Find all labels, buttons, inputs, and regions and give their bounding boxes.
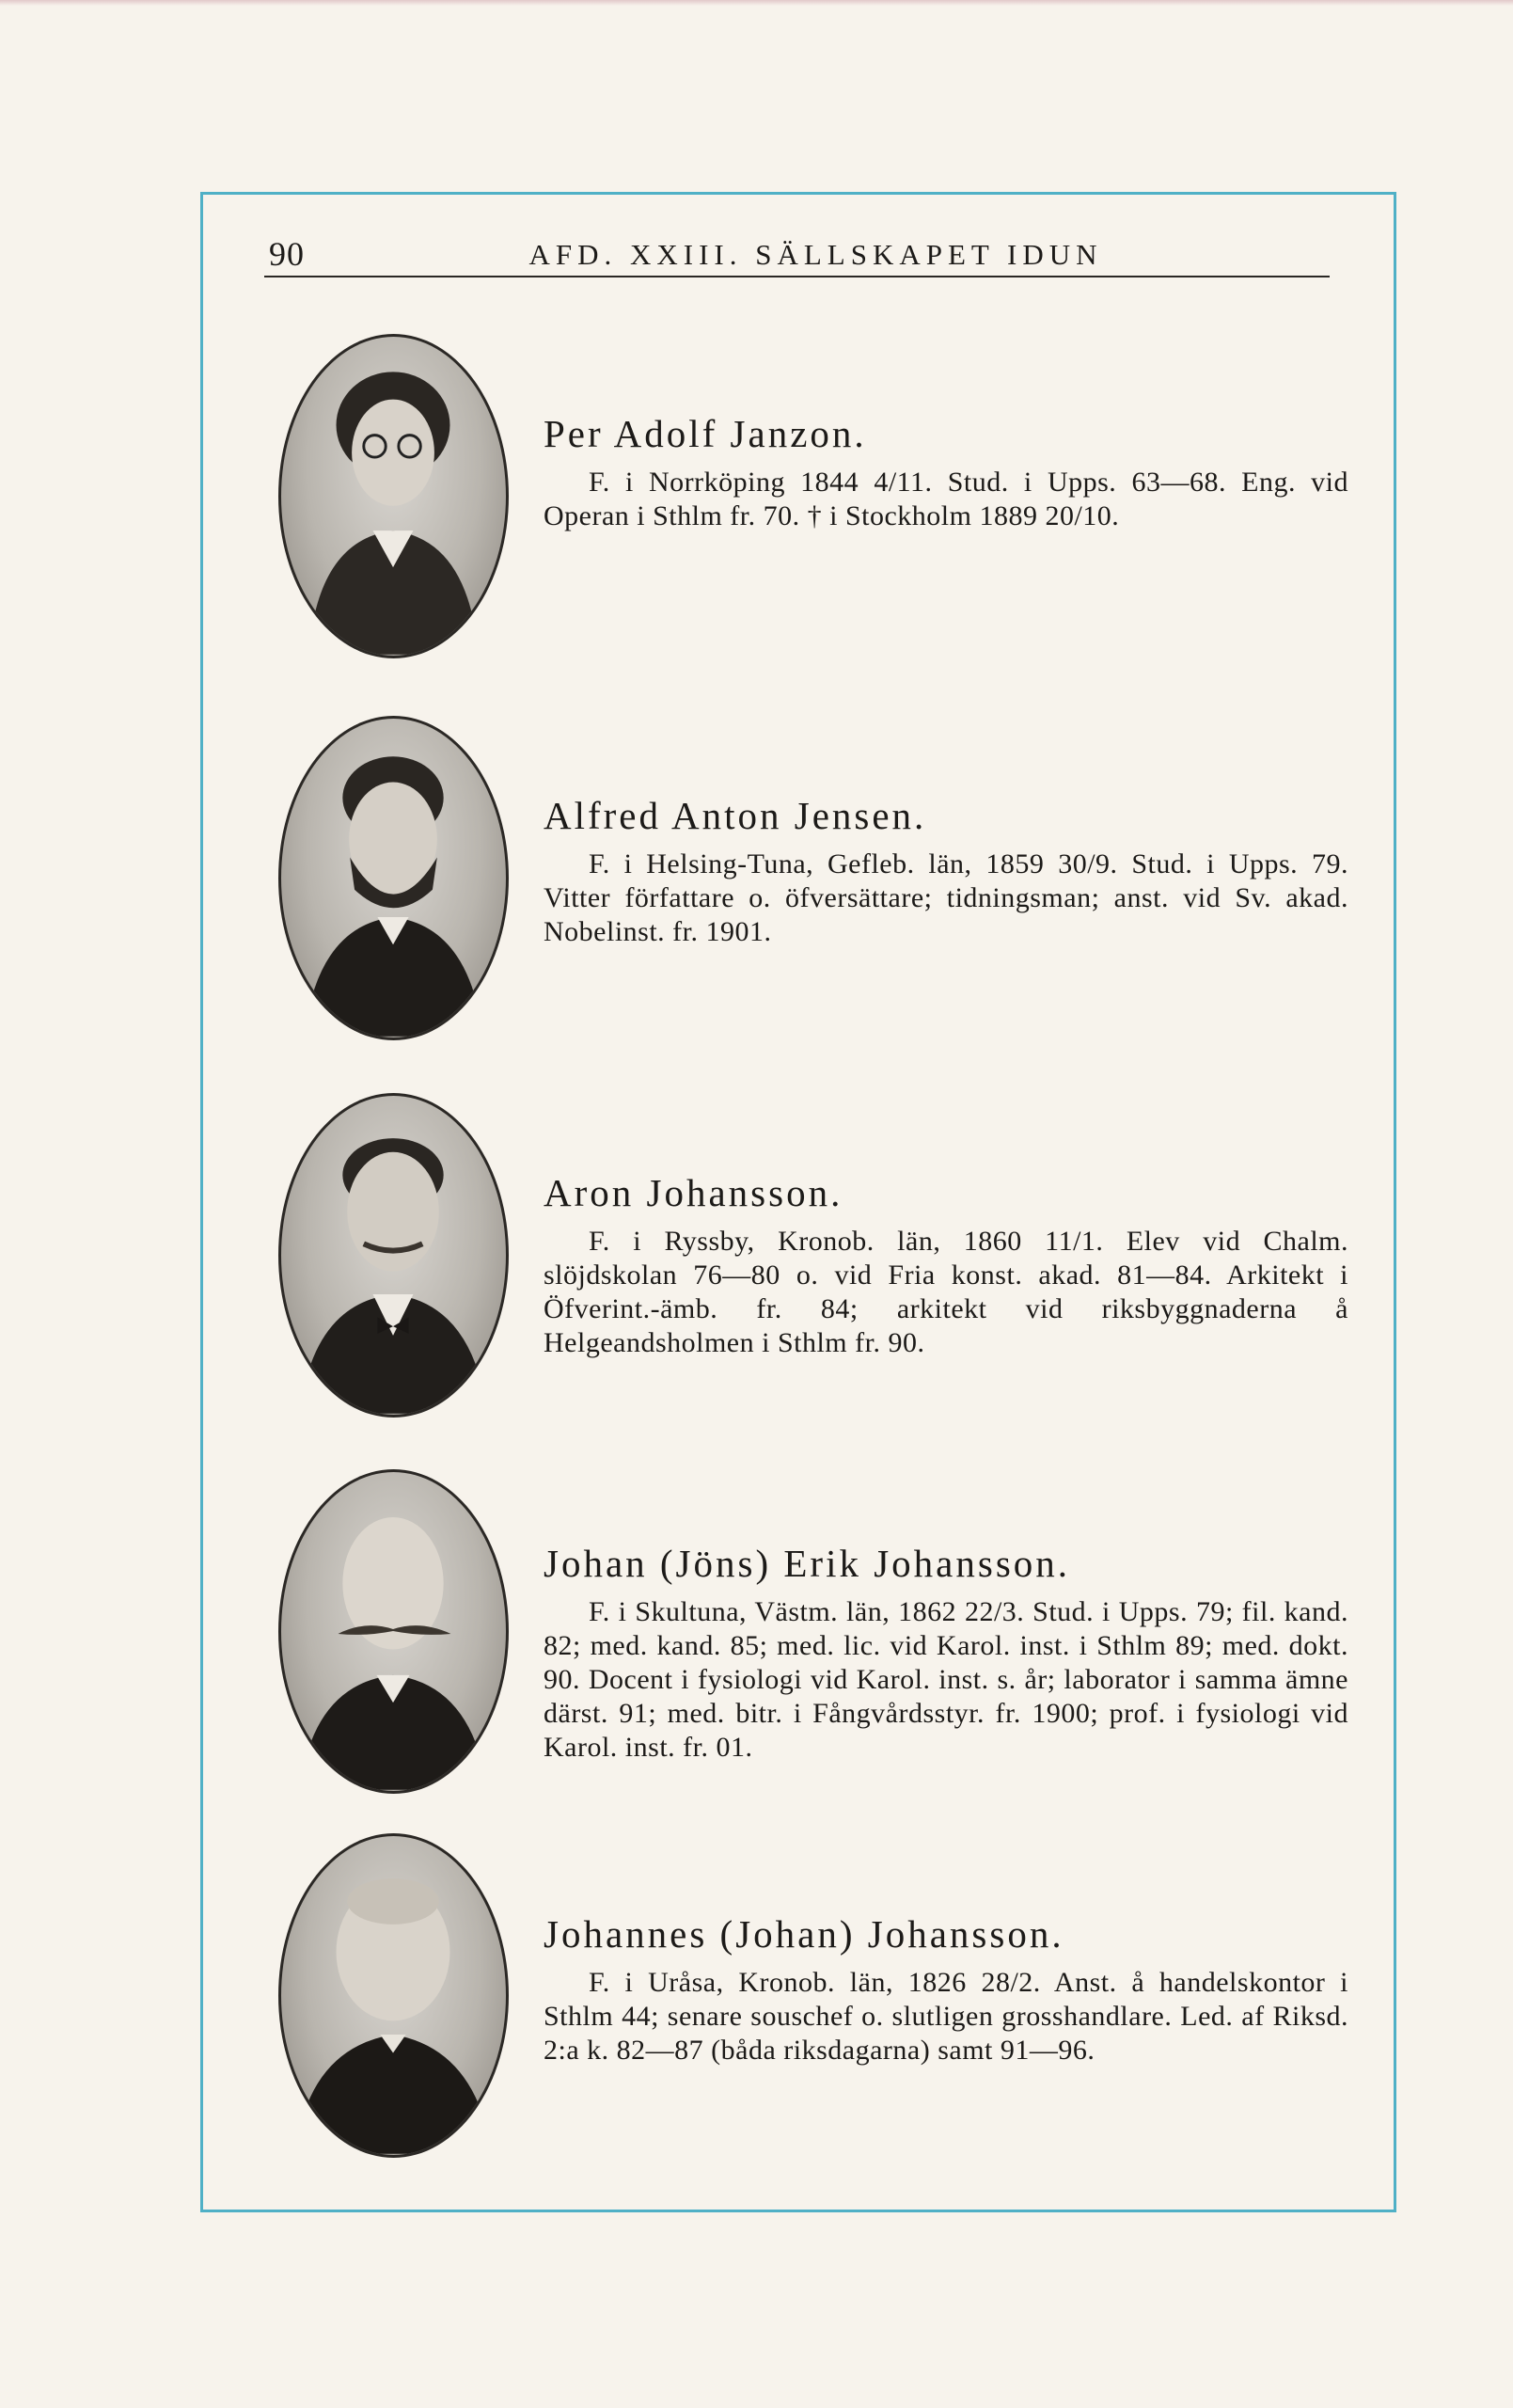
- person-bio: F. i Norrköping 1844 4/11. Stud. i Upps. 63—68. Eng. vid Operan i Sthlm fr. 70. † i Stockholm 1889 20/10.: [544, 467, 1348, 531]
- person-bio: F. i Ryssby, Kronob. län, 1860 11/1. Elev vid Chalm. slöjdskolan 76—80 o. vid Fria konst. akad. 81—84. Arkitekt i Öfverint.-ämb. fr. 84; arkitekt vid riksbyggnaderna å Helgeandsholmen i Sthlm fr. 90.: [544, 1226, 1348, 1358]
- portrait-figure: [281, 1472, 506, 1791]
- portrait-figure: [281, 1836, 506, 2155]
- person-name: Johannes (Johan) Johansson.: [544, 1912, 1064, 1956]
- portrait-figure: [281, 337, 506, 656]
- portrait-photo: [278, 1093, 509, 1418]
- portrait-photo: [278, 334, 509, 658]
- entry-text: [544, 1911, 1348, 2067]
- person-bio: F. i Helsing-Tuna, Gefleb. län, 1859 30/9. Stud. i Upps. 79. Vitter författare o. öfversättare; tidningsman; anst. vid Sv. akad. Nobelinst. fr. 1901.: [544, 848, 1348, 947]
- paper-edge: [0, 0, 1513, 6]
- person-bio: F. i Uråsa, Kronob. län, 1826 28/2. Anst. å handelskontor i Sthlm 44; senare souschef o. slutligen grosshandlare. Led. af Riksd. 2:a k. 82—87 (båda riksdagarna) samt 91—96.: [544, 1967, 1348, 2066]
- entry-text: [544, 1541, 1348, 1765]
- portrait-figure: [281, 719, 506, 1038]
- person-bio: F. i Skultuna, Västm. län, 1862 22/3. Stud. i Upps. 79; fil. kand. 82; med. kand. 85; med. lic. vid Karol. inst. i Sthlm 89; med. dokt. 90. Docent i fysiologi vid Karol. inst. s. år; laborator i samma ämne därst. 91; med. bitr. i Fångvårdsstyr. fr. 1900; prof. i fysiologi vid Karol. inst. fr. 01.: [544, 1596, 1348, 1763]
- page-header: [264, 230, 1330, 277]
- entry-johan-erik-johansson: [203, 1469, 1394, 1808]
- page-frame: [200, 192, 1396, 2212]
- portrait-photo: [278, 1469, 509, 1794]
- person-name: Johan (Jöns) Erik Johansson.: [544, 1542, 1071, 1585]
- portrait-photo: [278, 716, 509, 1040]
- entry-jensen: [203, 716, 1394, 1054]
- person-name: Alfred Anton Jensen.: [544, 794, 927, 837]
- running-head: AFD. XXIII. SÄLLSKAPET IDUN: [528, 238, 1103, 271]
- entry-johannes-johansson: [203, 1833, 1394, 2172]
- portrait-photo: [278, 1833, 509, 2158]
- entry-text: [544, 1170, 1348, 1360]
- page-number: 90: [269, 235, 305, 273]
- person-name: Per Adolf Janzon.: [544, 412, 867, 455]
- entry-text: [544, 411, 1348, 533]
- entry-janzon: [203, 334, 1394, 673]
- portrait-figure: [281, 1096, 506, 1415]
- person-name: Aron Johansson.: [544, 1171, 843, 1214]
- entry-text: [544, 793, 1348, 949]
- entry-aron-johansson: [203, 1093, 1394, 1432]
